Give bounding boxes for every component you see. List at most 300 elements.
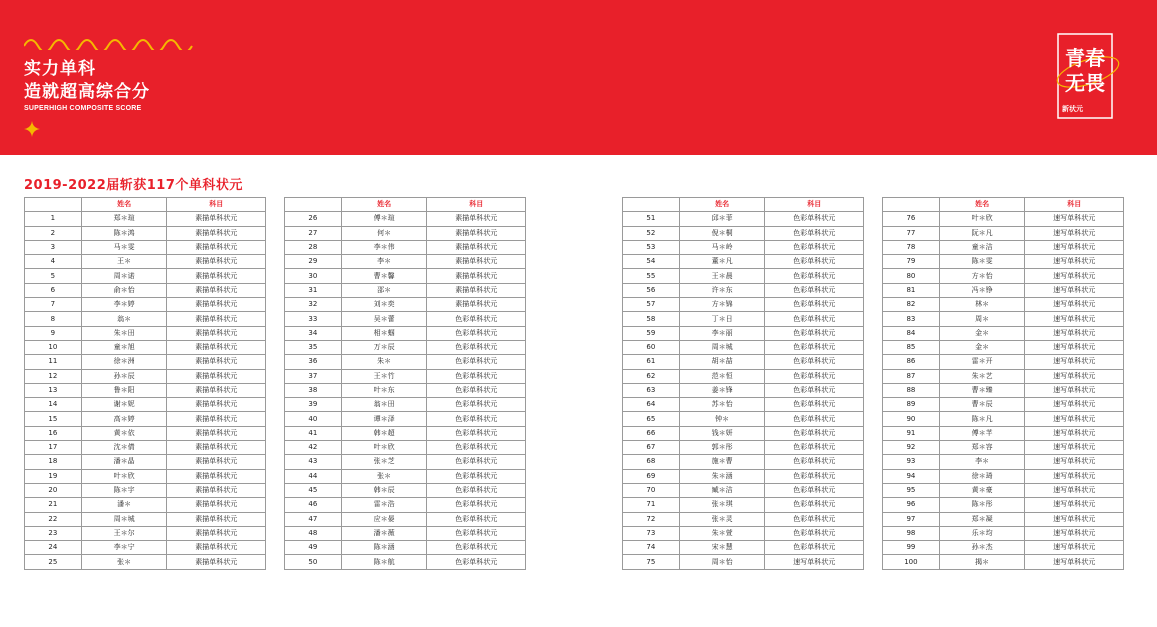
table-row: [623, 483, 864, 497]
cell-subject: 色彩单科状元: [427, 312, 526, 326]
cell-name: 金＊: [939, 340, 1025, 354]
cell-name: 周＊怡: [679, 555, 765, 569]
table-row: [883, 469, 1124, 483]
cell-subject: 素描单科状元: [427, 298, 526, 312]
table-row: [883, 398, 1124, 412]
cell-name: 金＊: [939, 326, 1025, 340]
cell-name: 苏＊怡: [679, 398, 765, 412]
cell-subject: 素描单科状元: [427, 240, 526, 254]
header-name: 姓名: [341, 198, 427, 212]
table-row: [285, 355, 526, 369]
cell-subject: 素描单科状元: [167, 398, 266, 412]
cell-name: 潘＊晶: [81, 455, 167, 469]
table-row: [623, 226, 864, 240]
cell-no: 66: [623, 426, 680, 440]
table-row: [883, 498, 1124, 512]
table-row: [285, 555, 526, 569]
cell-name: 潘＊薇: [341, 526, 427, 540]
table-row: [25, 526, 266, 540]
cell-no: 16: [25, 426, 82, 440]
table-row: [25, 340, 266, 354]
logo-subtitle: 新状元: [1062, 105, 1083, 113]
cell-no: 85: [883, 340, 940, 354]
cell-subject: 色彩单科状元: [427, 412, 526, 426]
cell-name: 宋＊慧: [679, 541, 765, 555]
cell-no: 88: [883, 383, 940, 397]
cell-subject: 速写单科状元: [1025, 212, 1124, 226]
table-row: [285, 426, 526, 440]
table-row: [883, 298, 1124, 312]
cell-subject: 速写单科状元: [1025, 283, 1124, 297]
cell-no: 4: [25, 255, 82, 269]
cell-name: 李＊婷: [81, 298, 167, 312]
cell-name: 郑＊凝: [939, 512, 1025, 526]
header-no: [25, 198, 82, 212]
table-row: [25, 312, 266, 326]
cell-subject: 素描单科状元: [167, 441, 266, 455]
cell-name: 曹＊臻: [939, 383, 1025, 397]
cell-no: 8: [25, 312, 82, 326]
cell-no: 51: [623, 212, 680, 226]
cell-no: 69: [623, 469, 680, 483]
cell-name: 朱＊萱: [679, 526, 765, 540]
cell-name: 王＊晨: [679, 269, 765, 283]
cell-name: 曹＊馨: [341, 269, 427, 283]
cell-no: 3: [25, 240, 82, 254]
table-row: [25, 541, 266, 555]
cell-no: 60: [623, 340, 680, 354]
cell-subject: 色彩单科状元: [765, 326, 864, 340]
cell-no: 93: [883, 455, 940, 469]
table-row: [285, 398, 526, 412]
cell-no: 30: [285, 269, 342, 283]
table-row: [883, 455, 1124, 469]
cell-no: 100: [883, 555, 940, 569]
table-row: [883, 283, 1124, 297]
cell-name: 张＊芝: [341, 455, 427, 469]
cell-subject: 素描单科状元: [167, 455, 266, 469]
ranking-table-2: [284, 197, 526, 570]
cell-subject: 速写单科状元: [1025, 298, 1124, 312]
cell-subject: 速写单科状元: [1025, 426, 1124, 440]
cell-subject: 速写单科状元: [1025, 469, 1124, 483]
cell-no: 81: [883, 283, 940, 297]
cell-no: 62: [623, 369, 680, 383]
cell-no: 19: [25, 469, 82, 483]
table-row: [883, 312, 1124, 326]
table-row: [883, 526, 1124, 540]
cell-no: 2: [25, 226, 82, 240]
svg-text:无畏: 无畏: [1065, 71, 1105, 95]
table-header-row: [285, 198, 526, 212]
cell-name: 韩＊超: [341, 426, 427, 440]
table-row: [883, 212, 1124, 226]
cell-no: 70: [623, 483, 680, 497]
cell-no: 26: [285, 212, 342, 226]
cell-no: 38: [285, 383, 342, 397]
top-banner: [0, 0, 1157, 155]
table-row: [285, 483, 526, 497]
cell-subject: 素描单科状元: [167, 512, 266, 526]
cell-subject: 速写单科状元: [1025, 398, 1124, 412]
cell-subject: 色彩单科状元: [427, 469, 526, 483]
cell-subject: 速写单科状元: [1025, 255, 1124, 269]
cell-name: 臧＊洁: [679, 483, 765, 497]
table-row: [883, 441, 1124, 455]
banner-subline: SUPERHIGH COMPOSITE SCORE: [24, 105, 142, 112]
table-row: [623, 498, 864, 512]
cell-subject: 色彩单科状元: [765, 312, 864, 326]
table-row: [25, 269, 266, 283]
cell-subject: 色彩单科状元: [765, 383, 864, 397]
cell-name: 徐＊洲: [81, 355, 167, 369]
headline-line-2: 造就超高综合分: [24, 82, 150, 102]
cell-subject: 色彩单科状元: [765, 541, 864, 555]
cell-subject: 色彩单科状元: [765, 240, 864, 254]
cell-name: 叶＊欣: [939, 212, 1025, 226]
cell-no: 79: [883, 255, 940, 269]
cell-name: 万＊辰: [341, 340, 427, 354]
table-row: [883, 326, 1124, 340]
cell-no: 75: [623, 555, 680, 569]
cell-subject: 素描单科状元: [427, 255, 526, 269]
cell-subject: 色彩单科状元: [765, 398, 864, 412]
header-subject: 科目: [765, 198, 864, 212]
cell-name: 钟＊: [679, 412, 765, 426]
table-row: [285, 326, 526, 340]
table-header-row: [623, 198, 864, 212]
cell-no: 34: [285, 326, 342, 340]
cell-name: 应＊晏: [341, 512, 427, 526]
cell-name: 许＊东: [679, 283, 765, 297]
cell-no: 53: [623, 240, 680, 254]
cell-subject: 速写单科状元: [1025, 555, 1124, 569]
sparkle-icon: [24, 121, 40, 137]
cell-name: 翁＊田: [341, 398, 427, 412]
cell-subject: 素描单科状元: [167, 412, 266, 426]
cell-no: 83: [883, 312, 940, 326]
cell-name: 李＊丽: [679, 326, 765, 340]
cell-subject: 素描单科状元: [167, 240, 266, 254]
header-name: 姓名: [939, 198, 1025, 212]
table-row: [25, 369, 266, 383]
cell-subject: 速写单科状元: [1025, 512, 1124, 526]
cell-name: 黄＊依: [81, 426, 167, 440]
cell-no: 45: [285, 483, 342, 497]
cell-name: 雷＊浩: [341, 498, 427, 512]
cell-no: 40: [285, 412, 342, 426]
cell-subject: 色彩单科状元: [427, 355, 526, 369]
cell-name: 李＊: [939, 455, 1025, 469]
cell-subject: 素描单科状元: [167, 298, 266, 312]
cell-name: 陈＊彤: [939, 498, 1025, 512]
cell-subject: 色彩单科状元: [765, 469, 864, 483]
cell-no: 7: [25, 298, 82, 312]
cell-name: 钱＊妍: [679, 426, 765, 440]
cell-subject: 速写单科状元: [1025, 412, 1124, 426]
cell-no: 28: [285, 240, 342, 254]
header-no: [623, 198, 680, 212]
cell-no: 35: [285, 340, 342, 354]
cell-name: 叶＊欣: [81, 469, 167, 483]
cell-subject: 色彩单科状元: [765, 441, 864, 455]
cell-subject: 色彩单科状元: [427, 483, 526, 497]
cell-subject: 色彩单科状元: [765, 498, 864, 512]
cell-subject: 色彩单科状元: [427, 498, 526, 512]
cell-subject: 速写单科状元: [1025, 269, 1124, 283]
table-row: [623, 426, 864, 440]
cell-no: 94: [883, 469, 940, 483]
table-row: [623, 398, 864, 412]
cell-name: 揭＊: [939, 555, 1025, 569]
cell-no: 72: [623, 512, 680, 526]
table-header-row: [883, 198, 1124, 212]
cell-subject: 速写单科状元: [1025, 483, 1124, 497]
table-row: [623, 455, 864, 469]
cell-no: 90: [883, 412, 940, 426]
table-row: [285, 383, 526, 397]
cell-subject: 素描单科状元: [427, 269, 526, 283]
cell-name: 傅＊瑄: [341, 212, 427, 226]
cell-no: 73: [623, 526, 680, 540]
cell-subject: 速写单科状元: [1025, 240, 1124, 254]
table-row: [25, 326, 266, 340]
cell-name: 童＊洁: [939, 240, 1025, 254]
cell-name: 丁＊日: [679, 312, 765, 326]
header-subject: 科目: [167, 198, 266, 212]
cell-no: 21: [25, 498, 82, 512]
cell-no: 96: [883, 498, 940, 512]
cell-no: 15: [25, 412, 82, 426]
cell-no: 95: [883, 483, 940, 497]
cell-name: 王＊竹: [341, 369, 427, 383]
table-row: [285, 226, 526, 240]
cell-name: 鲁＊阳: [81, 383, 167, 397]
cell-name: 孙＊杰: [939, 541, 1025, 555]
cell-subject: 速写单科状元: [1025, 355, 1124, 369]
cell-no: 25: [25, 555, 82, 569]
cell-name: 潘＊: [81, 498, 167, 512]
cell-no: 52: [623, 226, 680, 240]
cell-no: 6: [25, 283, 82, 297]
cell-no: 5: [25, 269, 82, 283]
cell-subject: 色彩单科状元: [765, 483, 864, 497]
cell-no: 39: [285, 398, 342, 412]
cell-subject: 色彩单科状元: [427, 340, 526, 354]
cell-no: 98: [883, 526, 940, 540]
cell-subject: 色彩单科状元: [765, 512, 864, 526]
cell-no: 87: [883, 369, 940, 383]
table-row: [25, 469, 266, 483]
cell-no: 43: [285, 455, 342, 469]
cell-subject: 速写单科状元: [1025, 455, 1124, 469]
cell-name: 李＊伟: [341, 240, 427, 254]
table-row: [623, 240, 864, 254]
cell-no: 42: [285, 441, 342, 455]
cell-no: 24: [25, 541, 82, 555]
cell-name: 何＊: [341, 226, 427, 240]
table-row: [883, 255, 1124, 269]
ranking-table-3: [622, 197, 864, 570]
cell-subject: 素描单科状元: [167, 212, 266, 226]
cell-name: 谭＊泽: [341, 412, 427, 426]
cell-no: 99: [883, 541, 940, 555]
cell-subject: 色彩单科状元: [427, 398, 526, 412]
cell-subject: 素描单科状元: [167, 340, 266, 354]
cell-no: 92: [883, 441, 940, 455]
cell-no: 59: [623, 326, 680, 340]
cell-subject: 速写单科状元: [1025, 312, 1124, 326]
cell-name: 吴＊蕾: [341, 312, 427, 326]
cell-name: 陈＊涵: [341, 541, 427, 555]
cell-subject: 色彩单科状元: [765, 212, 864, 226]
cell-no: 58: [623, 312, 680, 326]
cell-subject: 色彩单科状元: [427, 526, 526, 540]
cell-no: 17: [25, 441, 82, 455]
table-row: [25, 441, 266, 455]
cell-subject: 素描单科状元: [167, 312, 266, 326]
wave-decoration-icon: [24, 34, 194, 50]
cell-name: 姜＊锋: [679, 383, 765, 397]
cell-no: 78: [883, 240, 940, 254]
table-row: [883, 483, 1124, 497]
table-row: [883, 240, 1124, 254]
cell-subject: 速写单科状元: [1025, 526, 1124, 540]
cell-no: 11: [25, 355, 82, 369]
cell-no: 67: [623, 441, 680, 455]
cell-subject: 素描单科状元: [167, 326, 266, 340]
cell-no: 20: [25, 483, 82, 497]
cell-name: 黄＊豪: [939, 483, 1025, 497]
cell-subject: 色彩单科状元: [765, 455, 864, 469]
cell-name: 林＊: [939, 298, 1025, 312]
cell-name: 朱＊: [341, 355, 427, 369]
cell-no: 9: [25, 326, 82, 340]
cell-no: 89: [883, 398, 940, 412]
cell-name: 胡＊喆: [679, 355, 765, 369]
table-row: [285, 212, 526, 226]
cell-no: 65: [623, 412, 680, 426]
cell-subject: 素描单科状元: [167, 283, 266, 297]
table-row: [285, 455, 526, 469]
cell-no: 63: [623, 383, 680, 397]
table-row: [623, 526, 864, 540]
cell-no: 54: [623, 255, 680, 269]
table-row: [623, 298, 864, 312]
table-row: [623, 541, 864, 555]
cell-name: 翁＊: [81, 312, 167, 326]
cell-name: 陈＊鸿: [81, 226, 167, 240]
cell-name: 陈＊宇: [81, 483, 167, 497]
cell-no: 27: [285, 226, 342, 240]
cell-name: 刘＊奕: [341, 298, 427, 312]
cell-subject: 速写单科状元: [1025, 326, 1124, 340]
table-row: [623, 340, 864, 354]
cell-subject: 色彩单科状元: [427, 383, 526, 397]
cell-name: 倪＊桐: [679, 226, 765, 240]
cell-name: 乐＊均: [939, 526, 1025, 540]
cell-subject: 色彩单科状元: [427, 426, 526, 440]
header-subject: 科目: [1025, 198, 1124, 212]
table-row: [285, 298, 526, 312]
table-row: [883, 355, 1124, 369]
cell-subject: 色彩单科状元: [765, 369, 864, 383]
cell-subject: 色彩单科状元: [427, 512, 526, 526]
table-row: [285, 312, 526, 326]
cell-subject: 色彩单科状元: [427, 541, 526, 555]
table-row: [623, 269, 864, 283]
cell-subject: 色彩单科状元: [765, 340, 864, 354]
table-row: [883, 555, 1124, 569]
cell-no: 56: [623, 283, 680, 297]
cell-no: 68: [623, 455, 680, 469]
cell-no: 22: [25, 512, 82, 526]
table-row: [623, 469, 864, 483]
cell-no: 97: [883, 512, 940, 526]
cell-no: 55: [623, 269, 680, 283]
table-row: [623, 555, 864, 569]
cell-no: 36: [285, 355, 342, 369]
cell-no: 71: [623, 498, 680, 512]
cell-subject: 色彩单科状元: [427, 326, 526, 340]
table-row: [25, 383, 266, 397]
cell-no: 48: [285, 526, 342, 540]
cell-subject: 素描单科状元: [427, 226, 526, 240]
cell-name: 相＊蝈: [341, 326, 427, 340]
cell-no: 13: [25, 383, 82, 397]
cell-name: 冯＊铮: [939, 283, 1025, 297]
cell-subject: 色彩单科状元: [427, 455, 526, 469]
table-row: [25, 426, 266, 440]
table-row: [623, 212, 864, 226]
cell-no: 49: [285, 541, 342, 555]
cell-name: 韩＊辰: [341, 483, 427, 497]
cell-name: 叶＊东: [341, 383, 427, 397]
cell-no: 80: [883, 269, 940, 283]
cell-subject: 素描单科状元: [167, 555, 266, 569]
table-row: [623, 412, 864, 426]
cell-name: 马＊岭: [679, 240, 765, 254]
cell-subject: 素描单科状元: [427, 212, 526, 226]
table-row: [25, 555, 266, 569]
cell-no: 77: [883, 226, 940, 240]
table-row: [883, 369, 1124, 383]
table-row: [883, 512, 1124, 526]
cell-subject: 色彩单科状元: [427, 441, 526, 455]
cell-subject: 素描单科状元: [167, 355, 266, 369]
table-row: [623, 312, 864, 326]
cell-no: 32: [285, 298, 342, 312]
table-row: [623, 283, 864, 297]
cell-name: 张＊: [81, 555, 167, 569]
cell-subject: 速写单科状元: [1025, 441, 1124, 455]
cell-name: 周＊城: [81, 512, 167, 526]
cell-no: 10: [25, 340, 82, 354]
header-no: [883, 198, 940, 212]
cell-subject: 速写单科状元: [1025, 340, 1124, 354]
cell-subject: 色彩单科状元: [765, 255, 864, 269]
cell-subject: 色彩单科状元: [765, 426, 864, 440]
cell-name: 方＊怡: [939, 269, 1025, 283]
cell-no: 1: [25, 212, 82, 226]
table-row: [25, 355, 266, 369]
cell-subject: 素描单科状元: [167, 469, 266, 483]
svg-text:青春: 青春: [1065, 46, 1105, 70]
cell-name: 施＊曹: [679, 455, 765, 469]
cell-no: 82: [883, 298, 940, 312]
headline-line-1: 实力单科: [24, 59, 96, 79]
table-row: [883, 383, 1124, 397]
